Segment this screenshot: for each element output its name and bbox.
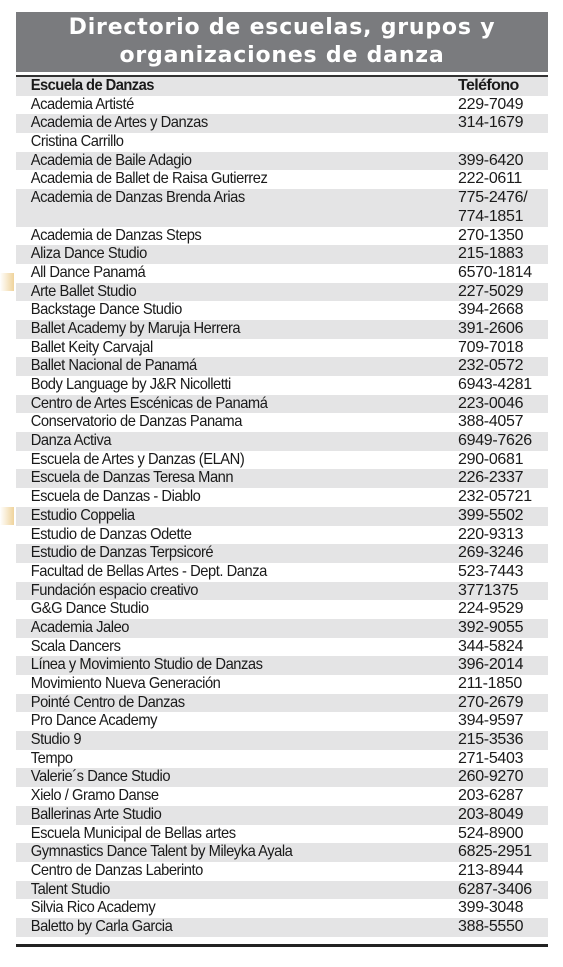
table-row (16, 245, 548, 264)
phone-number: 388-5550 (458, 917, 524, 935)
table-row (16, 114, 548, 133)
school-name: Pro Dance Academy (30, 712, 158, 730)
school-name: Backstage Dance Studio (30, 301, 182, 319)
school-name: Tempo (30, 749, 73, 767)
table-row (16, 283, 548, 302)
table-row (16, 469, 548, 488)
school-name: Ballerinas Arte Studio (30, 805, 162, 823)
school-name: G&G Dance Studio (30, 600, 149, 618)
school-name: Academia de Baile Adagio (30, 151, 192, 169)
table-row (16, 806, 548, 825)
school-name: Fundación espacio creativo (30, 581, 198, 599)
table-row (16, 843, 548, 862)
phone-number: 223-0046 (458, 394, 524, 412)
school-name: Studio 9 (30, 731, 82, 749)
table-row (16, 301, 548, 320)
table-row (16, 656, 548, 675)
phone-number: 344-5824 (458, 637, 524, 655)
school-name: Scala Dancers (30, 637, 121, 655)
table-row (16, 320, 548, 339)
school-name: Escuela de Artes y Danzas (ELAN) (30, 450, 245, 468)
phone-number: 399-3048 (458, 899, 524, 917)
table-row (16, 881, 548, 900)
table-row (16, 133, 548, 152)
table-row (16, 899, 548, 918)
phone-number: 271-5403 (458, 749, 524, 767)
table-row (16, 413, 548, 432)
phone-number: 394-9597 (458, 712, 524, 730)
table-row (16, 638, 548, 657)
table-row (16, 227, 548, 246)
phone-number: 260-9270 (458, 768, 524, 786)
school-name: Silvia Rico Academy (30, 899, 156, 917)
phone-number: 232-05721 (458, 488, 532, 506)
school-name: Facultad de Bellas Artes - Dept. Danza (30, 562, 267, 580)
phone-number: 391-2606 (458, 319, 524, 337)
school-name: Ballet Keity Carvajal (30, 338, 153, 356)
directory-table (16, 75, 548, 937)
table-row (16, 152, 548, 171)
bottom-rule (16, 944, 548, 947)
table-row (16, 96, 548, 115)
school-name: Escuela de Danzas Teresa Mann (30, 469, 234, 487)
school-name: Estudio de Danzas Terpsicoré (30, 544, 214, 562)
school-name: Gymnastics Dance Talent by Mileyka Ayala (30, 843, 293, 861)
directory-title (16, 12, 548, 72)
table-row (16, 488, 548, 507)
school-name: Movimiento Nueva Generación (30, 675, 221, 693)
directory-panel (16, 12, 548, 937)
table-row (16, 768, 548, 787)
table-row (16, 189, 548, 226)
table-row (16, 619, 548, 638)
table-row (16, 750, 548, 769)
phone-number: 269-3246 (458, 544, 524, 562)
table-header-row (16, 75, 548, 96)
title-line-1: Directorio de escuelas, grupos y (68, 15, 496, 40)
phone-number: 3771375 (458, 581, 519, 599)
phone-number: 215-1883 (458, 245, 524, 263)
page-edge-shade (0, 273, 14, 291)
school-name: Academia Artisté (30, 95, 134, 113)
table-body (16, 96, 548, 937)
table-row (16, 582, 548, 601)
table-row (16, 395, 548, 414)
school-name: All Dance Panamá (30, 263, 146, 281)
phone-number: 388-4057 (458, 413, 524, 431)
school-name: Estudio Coppelia (30, 506, 135, 524)
phone-number: 226-2337 (458, 469, 524, 487)
school-name: Cristina Carrillo (30, 133, 124, 151)
school-name: Estudio de Danzas Odette (30, 525, 192, 543)
phone-number: 213-8944 (458, 861, 524, 879)
phone-number: 290-0681 (458, 450, 524, 468)
phone-number: 270-2679 (458, 693, 524, 711)
phone-number: 227-5029 (458, 282, 524, 300)
phone-number: 523-7443 (458, 562, 524, 580)
table-row (16, 264, 548, 283)
school-name: Ballet Academy by Maruja Herrera (30, 319, 241, 337)
phone-number: 775-2476/ 774-1851 (458, 189, 528, 225)
phone-number: 229-7049 (458, 95, 524, 113)
school-name: Centro de Danzas Laberinto (30, 861, 203, 879)
phone-number: 6949-7626 (458, 432, 532, 450)
school-name: Baletto by Carla Garcia (30, 917, 173, 935)
table-row (16, 825, 548, 844)
school-name: Danza Activa (30, 432, 112, 450)
table-row (16, 862, 548, 881)
school-name: Aliza Dance Studio (30, 245, 147, 263)
school-name: Talent Studio (30, 880, 110, 898)
school-name: Escuela de Danzas - Diablo (30, 488, 201, 506)
table-row (16, 339, 548, 358)
table-row (16, 357, 548, 376)
table-row (16, 170, 548, 189)
phone-number: 709-7018 (458, 338, 524, 356)
school-name: Academia de Danzas Brenda Arias (30, 189, 245, 207)
school-name: Línea y Movimiento Studio de Danzas (30, 656, 263, 674)
title-line-2: organizaciones de danza (119, 43, 445, 68)
phone-number: 314-1679 (458, 114, 524, 132)
school-name: Ballet Nacional de Panamá (30, 357, 197, 375)
table-row (16, 376, 548, 395)
school-name: Pointé Centro de Danzas (30, 693, 185, 711)
table-row (16, 694, 548, 713)
school-name: Academia de Ballet de Raisa Gutierrez (30, 170, 268, 188)
phone-number (458, 133, 548, 152)
table-row (16, 675, 548, 694)
school-name: Body Language by J&R Nicolletti (30, 376, 231, 394)
phone-number: 399-6420 (458, 151, 524, 169)
table-row (16, 712, 548, 731)
table-row (16, 563, 548, 582)
school-name: Valerie´s Dance Studio (30, 768, 171, 786)
phone-number: 203-8049 (458, 805, 524, 823)
table-row (16, 600, 548, 619)
phone-number: 222-0611 (458, 170, 523, 188)
table-row (16, 544, 548, 563)
school-name: Centro de Artes Escénicas de Panamá (30, 394, 268, 412)
table-row (16, 432, 548, 451)
school-name: Academia Jaleo (30, 618, 130, 636)
phone-number: 394-2668 (458, 301, 524, 319)
school-name: Conservatorio de Danzas Panama (30, 413, 242, 431)
phone-number: 270-1350 (458, 226, 524, 244)
phone-number: 524-8900 (458, 824, 524, 842)
table-row (16, 507, 548, 526)
phone-number: 6287-3406 (458, 880, 532, 898)
phone-number: 211-1850 (458, 675, 523, 693)
column-header-phone: Teléfono (458, 77, 519, 94)
column-header-name: Escuela de Danzas (30, 77, 154, 94)
table-row (16, 918, 548, 937)
phone-number: 215-3536 (458, 731, 524, 749)
phone-number: 392-9055 (458, 618, 524, 636)
phone-number: 220-9313 (458, 525, 524, 543)
phone-number: 396-2014 (458, 656, 524, 674)
table-row (16, 787, 548, 806)
phone-number: 224-9529 (458, 600, 524, 618)
phone-number: 203-6287 (458, 787, 524, 805)
phone-number: 232-0572 (458, 357, 524, 375)
phone-number: 6825-2951 (458, 843, 532, 861)
table-row (16, 451, 548, 470)
school-name: Arte Ballet Studio (30, 282, 137, 300)
table-row (16, 731, 548, 750)
school-name: Xielo / Gramo Danse (30, 787, 159, 805)
school-name: Academia de Artes y Danzas (30, 114, 208, 132)
school-name: Escuela Municipal de Bellas artes (30, 824, 236, 842)
school-name: Academia de Danzas Steps (30, 226, 202, 244)
phone-number: 399-5502 (458, 506, 524, 524)
phone-number: 6570-1814 (458, 263, 532, 281)
page-edge-shade (0, 507, 14, 525)
table-row (16, 526, 548, 545)
phone-number: 6943-4281 (458, 376, 532, 394)
